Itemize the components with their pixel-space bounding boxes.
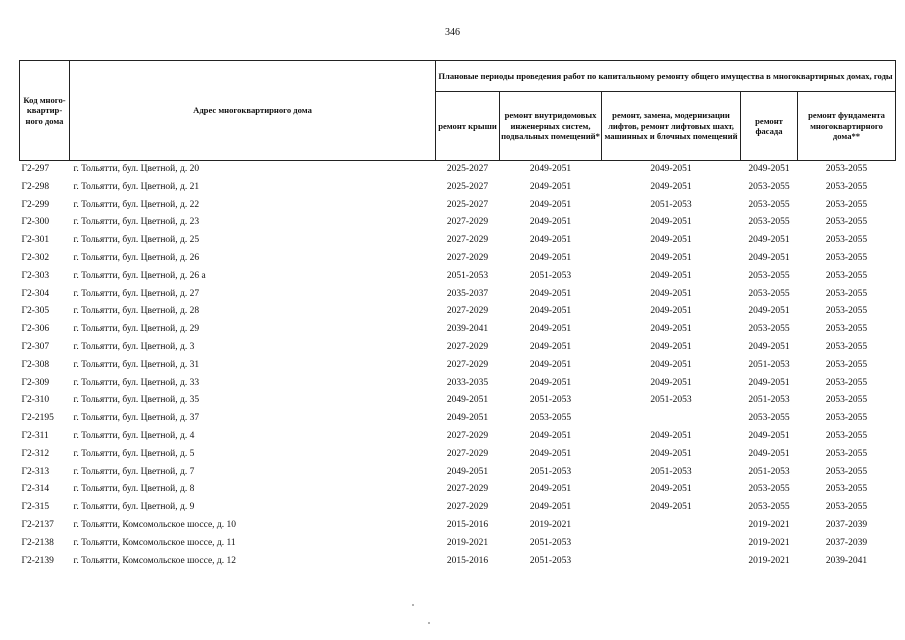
table-row	[20, 250, 896, 268]
table-row	[20, 481, 896, 499]
cell-elevator: 2049-2051	[650, 448, 692, 459]
cell-elevator: 2049-2051	[650, 217, 692, 228]
cell-roof: 2027-2029	[446, 502, 489, 513]
cell-roof: 2039-2041	[446, 324, 489, 335]
cell-address: г. Тольятти, Комсомольское шоссе, д. 12	[73, 555, 237, 566]
cell-code: Г2-298	[21, 181, 50, 192]
cell-internal: 2049-2051	[529, 502, 572, 513]
cell-foundation: 2039-2041	[825, 555, 868, 566]
cell-foundation: 2053-2055	[825, 466, 868, 477]
cell-address: г. Тольятти, бул. Цветной, д. 26 а	[73, 270, 206, 281]
cell-internal: 2049-2051	[529, 288, 572, 299]
cell-roof: 2027-2029	[446, 448, 489, 459]
cell-facade: 2053-2055	[748, 199, 790, 210]
cell-roof: 2027-2029	[446, 430, 489, 441]
cell-address: г. Тольятти, бул. Цветной, д. 37	[73, 413, 200, 424]
cell-facade: 2053-2055	[748, 502, 790, 513]
table-row	[20, 303, 896, 321]
table-row	[20, 268, 896, 286]
cell-elevator: 2049-2051	[650, 164, 692, 174]
cell-foundation: 2053-2055	[825, 448, 868, 459]
cell-internal: 2049-2051	[529, 324, 572, 335]
cell-address: г. Тольятти, бул. Цветной, д. 22	[73, 199, 200, 210]
cell-facade: 2051-2053	[748, 395, 790, 406]
cell-facade: 2049-2051	[748, 448, 790, 459]
table-body	[20, 161, 896, 571]
cell-roof: 2027-2029	[446, 217, 489, 228]
cell-roof: 2025-2027	[446, 164, 489, 174]
header-internal-systems: ремонт внутридомовых инженерных систем, подвальных помещений*	[500, 92, 602, 161]
cell-code: Г2-309	[21, 377, 50, 388]
capital-repair-table	[19, 60, 896, 570]
cell-elevator: 2051-2053	[650, 395, 692, 406]
cell-internal: 2049-2051	[529, 199, 572, 210]
header-foundation: ремонт фундамента многоквартирного дома**	[798, 92, 896, 161]
cell-code: Г2-307	[21, 341, 50, 352]
page-number: 346	[445, 27, 460, 38]
table-row	[20, 232, 896, 250]
header-periods: Плановые периоды проведения работ по капитальному ремонту общего имущества в многоквартирных домах, годы	[436, 61, 896, 92]
cell-internal: 2049-2051	[529, 448, 572, 459]
cell-foundation: 2053-2055	[825, 502, 868, 513]
cell-facade: 2049-2051	[748, 235, 790, 246]
cell-foundation: 2053-2055	[825, 288, 868, 299]
cell-address: г. Тольятти, бул. Цветной, д. 20	[73, 164, 200, 174]
cell-address: г. Тольятти, бул. Цветной, д. 35	[73, 395, 200, 406]
cell-elevator: 2049-2051	[650, 288, 692, 299]
cell-foundation: 2037-2039	[825, 537, 868, 548]
cell-elevator: 2049-2051	[650, 235, 692, 246]
cell-roof: 2049-2051	[446, 395, 489, 406]
cell-roof: 2051-2053	[446, 270, 489, 281]
table-row	[20, 499, 896, 517]
cell-facade: 2053-2055	[748, 217, 790, 228]
cell-elevator: 2051-2053	[650, 466, 692, 477]
table-row	[20, 214, 896, 232]
cell-internal: 2019-2021	[529, 519, 572, 530]
cell-elevator: 2049-2051	[650, 430, 692, 441]
cell-address: г. Тольятти, бул. Цветной, д. 27	[73, 288, 200, 299]
cell-address: г. Тольятти, бул. Цветной, д. 4	[73, 430, 195, 441]
cell-elevator	[602, 553, 741, 571]
cell-elevator: 2049-2051	[650, 502, 692, 513]
table-row	[20, 410, 896, 428]
table-row	[20, 161, 896, 179]
cell-facade: 2053-2055	[748, 324, 790, 335]
cell-code: Г2-303	[21, 270, 50, 281]
cell-elevator: 2049-2051	[650, 252, 692, 263]
cell-foundation: 2053-2055	[825, 359, 868, 370]
cell-internal: 2049-2051	[529, 217, 572, 228]
cell-foundation: 2053-2055	[825, 413, 868, 424]
cell-roof: 2025-2027	[446, 181, 489, 192]
cell-roof: 2027-2029	[446, 359, 489, 370]
cell-internal: 2049-2051	[529, 181, 572, 192]
cell-address: г. Тольятти, бул. Цветной, д. 5	[73, 448, 195, 459]
cell-facade: 2053-2055	[748, 181, 790, 192]
cell-elevator: 2049-2051	[650, 484, 692, 495]
cell-address: г. Тольятти, бул. Цветной, д. 33	[73, 377, 200, 388]
cell-facade: 2049-2051	[748, 341, 790, 352]
cell-elevator	[602, 535, 741, 553]
cell-code: Г2-311	[21, 430, 49, 441]
cell-internal: 2049-2051	[529, 430, 572, 441]
table-row	[20, 375, 896, 393]
scan-dot	[428, 622, 430, 624]
cell-address: г. Тольятти, бул. Цветной, д. 28	[73, 306, 200, 317]
cell-code: Г2-315	[21, 502, 50, 513]
cell-internal: 2053-2055	[529, 413, 572, 424]
cell-roof: 2027-2029	[446, 252, 489, 263]
cell-foundation: 2053-2055	[825, 306, 868, 317]
cell-internal: 2051-2053	[529, 555, 572, 566]
cell-facade: 2053-2055	[748, 413, 790, 424]
cell-roof: 2027-2029	[446, 306, 489, 317]
cell-foundation: 2053-2055	[825, 395, 868, 406]
cell-address: г. Тольятти, бул. Цветной, д. 29	[73, 324, 200, 335]
cell-foundation: 2053-2055	[825, 181, 868, 192]
table-row	[20, 517, 896, 535]
cell-code: Г2-306	[21, 324, 50, 335]
cell-roof: 2035-2037	[446, 288, 489, 299]
cell-address: г. Тольятти, бул. Цветной, д. 7	[73, 466, 195, 477]
table-row	[20, 197, 896, 215]
cell-facade: 2051-2053	[748, 359, 790, 370]
table-row	[20, 553, 896, 571]
cell-code: Г2-299	[21, 199, 50, 210]
cell-internal: 2051-2053	[529, 270, 572, 281]
table-row	[20, 179, 896, 197]
cell-facade: 2049-2051	[748, 377, 790, 388]
cell-foundation: 2053-2055	[825, 217, 868, 228]
table-row	[20, 286, 896, 304]
cell-elevator	[602, 517, 741, 535]
cell-code: Г2-305	[21, 306, 50, 317]
cell-elevator: 2049-2051	[650, 181, 692, 192]
cell-address: г. Тольятти, бул. Цветной, д. 31	[73, 359, 200, 370]
cell-foundation: 2053-2055	[825, 252, 868, 263]
cell-address: г. Тольятти, Комсомольское шоссе, д. 11	[73, 537, 236, 548]
cell-code: Г2-301	[21, 235, 50, 246]
cell-elevator: 2049-2051	[650, 324, 692, 335]
cell-foundation: 2053-2055	[825, 199, 868, 210]
cell-internal: 2049-2051	[529, 377, 572, 388]
cell-code: Г2-2139	[21, 555, 54, 566]
cell-code: Г2-308	[21, 359, 50, 370]
cell-elevator: 2051-2053	[650, 199, 692, 210]
cell-code: Г2-313	[21, 466, 50, 477]
table-row	[20, 321, 896, 339]
cell-code: Г2-304	[21, 288, 50, 299]
cell-facade: 2019-2021	[748, 537, 790, 548]
cell-elevator	[602, 410, 741, 428]
cell-elevator: 2049-2051	[650, 341, 692, 352]
cell-code: Г2-310	[21, 395, 50, 406]
cell-address: г. Тольятти, бул. Цветной, д. 21	[73, 181, 200, 192]
cell-address: г. Тольятти, бул. Цветной, д. 3	[73, 341, 195, 352]
cell-address: г. Тольятти, бул. Цветной, д. 25	[73, 235, 200, 246]
cell-facade: 2051-2053	[748, 466, 790, 477]
cell-code: Г2-2137	[21, 519, 54, 530]
cell-internal: 2049-2051	[529, 252, 572, 263]
header-code: Код много-квартир-ного дома	[20, 61, 70, 161]
cell-address: г. Тольятти, бул. Цветной, д. 26	[73, 252, 200, 263]
cell-roof: 2025-2027	[446, 199, 489, 210]
cell-code: Г2-2195	[21, 413, 54, 424]
cell-roof: 2019-2021	[446, 537, 489, 548]
cell-address: г. Тольятти, бул. Цветной, д. 9	[73, 502, 195, 513]
cell-internal: 2049-2051	[529, 306, 572, 317]
cell-internal: 2049-2051	[529, 484, 572, 495]
header-facade: ремонт фасада	[741, 92, 798, 161]
cell-code: Г2-297	[21, 164, 50, 174]
cell-foundation: 2053-2055	[825, 324, 868, 335]
cell-address: г. Тольятти, бул. Цветной, д. 23	[73, 217, 200, 228]
cell-foundation: 2053-2055	[825, 341, 868, 352]
cell-elevator: 2049-2051	[650, 377, 692, 388]
cell-code: Г2-302	[21, 252, 50, 263]
cell-code: Г2-2138	[21, 537, 54, 548]
cell-elevator: 2049-2051	[650, 359, 692, 370]
cell-code: Г2-300	[21, 217, 50, 228]
cell-foundation: 2053-2055	[825, 430, 868, 441]
header-address: Адрес многоквартирного дома	[70, 61, 436, 161]
cell-roof: 2027-2029	[446, 341, 489, 352]
cell-internal: 2051-2053	[529, 466, 572, 477]
cell-facade: 2049-2051	[748, 430, 790, 441]
cell-roof: 2049-2051	[446, 466, 489, 477]
header-roof: ремонт крыши	[436, 92, 500, 161]
cell-address: г. Тольятти, бул. Цветной, д. 8	[73, 484, 195, 495]
cell-facade: 2053-2055	[748, 288, 790, 299]
scan-dot	[412, 604, 414, 606]
cell-roof: 2027-2029	[446, 235, 489, 246]
cell-foundation: 2037-2039	[825, 519, 868, 530]
cell-internal: 2049-2051	[529, 164, 572, 174]
cell-roof: 2015-2016	[446, 555, 489, 566]
table-row	[20, 339, 896, 357]
header-elevators: ремонт, замена, модернизации лифтов, ремонт лифтовых шахт, машинных и блочных помещений	[602, 92, 741, 161]
table-row	[20, 428, 896, 446]
cell-roof: 2049-2051	[446, 413, 489, 424]
cell-internal: 2049-2051	[529, 359, 572, 370]
cell-facade: 2053-2055	[748, 270, 790, 281]
cell-facade: 2049-2051	[748, 252, 790, 263]
cell-facade: 2019-2021	[748, 519, 790, 530]
table-row	[20, 357, 896, 375]
cell-address: г. Тольятти, Комсомольское шоссе, д. 10	[73, 519, 237, 530]
cell-facade: 2049-2051	[748, 164, 790, 174]
cell-elevator: 2049-2051	[650, 306, 692, 317]
cell-internal: 2051-2053	[529, 537, 572, 548]
cell-roof: 2027-2029	[446, 484, 489, 495]
cell-facade: 2049-2051	[748, 306, 790, 317]
table-row	[20, 446, 896, 464]
cell-facade: 2019-2021	[748, 555, 790, 566]
table-row	[20, 535, 896, 553]
cell-foundation: 2053-2055	[825, 164, 868, 174]
cell-code: Г2-314	[21, 484, 50, 495]
cell-code: Г2-312	[21, 448, 50, 459]
cell-foundation: 2053-2055	[825, 235, 868, 246]
cell-roof: 2015-2016	[446, 519, 489, 530]
table-row	[20, 392, 896, 410]
cell-internal: 2051-2053	[529, 395, 572, 406]
cell-roof: 2033-2035	[446, 377, 489, 388]
cell-foundation: 2053-2055	[825, 484, 868, 495]
cell-facade: 2053-2055	[748, 484, 790, 495]
cell-foundation: 2053-2055	[825, 377, 868, 388]
cell-internal: 2049-2051	[529, 235, 572, 246]
cell-internal: 2049-2051	[529, 341, 572, 352]
cell-foundation: 2053-2055	[825, 270, 868, 281]
cell-elevator: 2049-2051	[650, 270, 692, 281]
table-row	[20, 464, 896, 482]
